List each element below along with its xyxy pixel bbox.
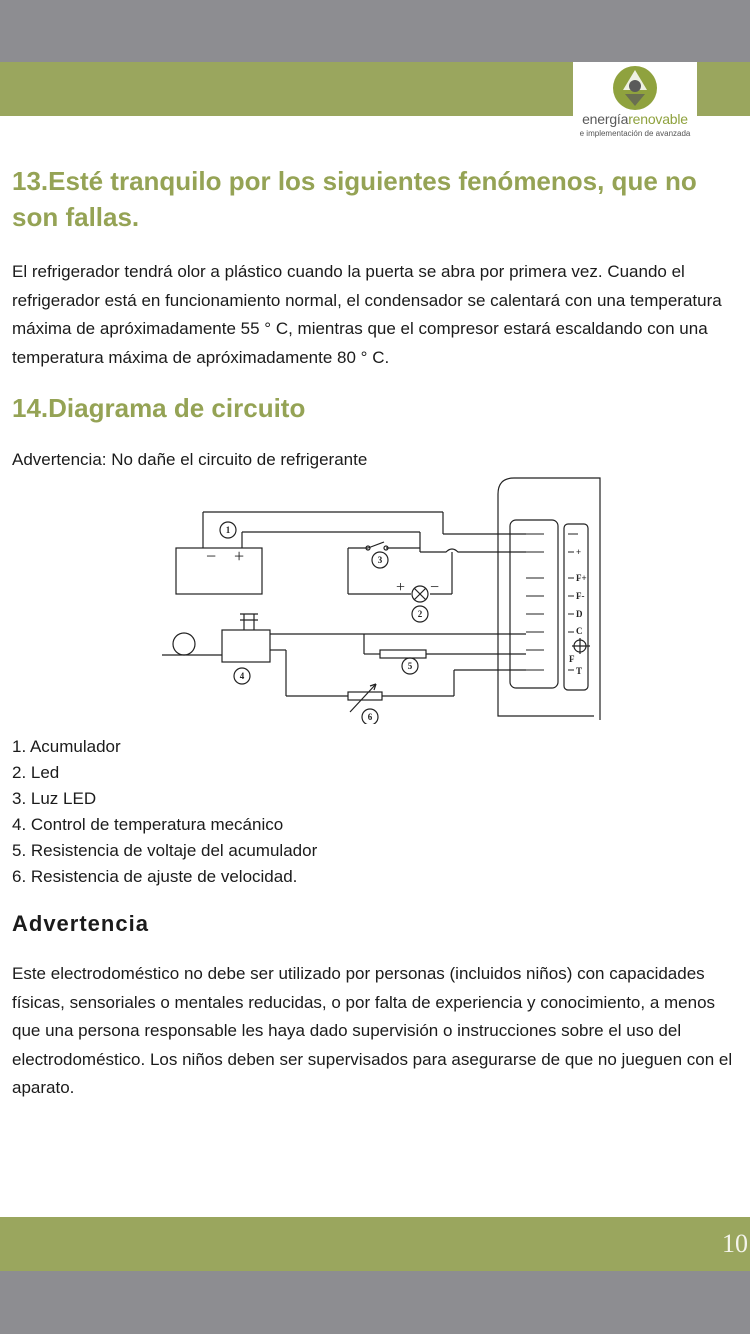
page-number: 10 <box>722 1229 748 1258</box>
marker-2: 2 <box>417 609 423 619</box>
marker-3: 3 <box>377 555 383 565</box>
legend-item: 4. Control de temperatura mecánico <box>12 815 284 834</box>
circuit-diagram <box>158 474 608 724</box>
terminal-plus: + <box>576 547 582 557</box>
control-box-outline <box>498 478 600 720</box>
section-14-title: 14.Diagrama de circuito <box>12 393 306 423</box>
marker-4: 4 <box>239 671 245 681</box>
thermostat <box>222 630 270 662</box>
terminal-f: F <box>569 654 575 664</box>
legend-item: 3. Luz LED <box>12 789 97 808</box>
section-13-body: El refrigerador tendrá olor a plástico cuando la puerta se abra por primera vez. Cuando el refrigerador está en funcionamiento normal, el condensador se calentará con una temperatura máxima de apróximadamente 55 ° C, mientras que el compresor estará escaldando con una temperatura máxima de apróximadamente 80 ° C. <box>12 262 722 367</box>
legend-item: 5. Resistencia de voltaje del acumulador <box>12 841 318 860</box>
legend-item: 2. Led <box>12 763 60 782</box>
component-legend <box>12 734 317 890</box>
led-minus: − <box>430 579 440 596</box>
terminal-d: D <box>576 609 583 619</box>
recycle-logo-icon <box>609 64 661 112</box>
advertencia-body: Este electrodoméstico no debe ser utilizado por personas (incluidos niños) con capacidades físicas, sensoriales o mentales reducidas, o por falta de experiencia y conocimiento, a menos que una persona responsable les haya dado supervisión o instrucciones sobre el uso del electrodoméstico. Los niños deben ser supervisados para asegurarse de que no jueguen con el aparato. <box>12 964 733 1097</box>
battery-plus: + <box>234 546 245 566</box>
legend-item: 6. Resistencia de ajuste de velocidad. <box>12 867 298 886</box>
battery-minus: − <box>206 546 217 566</box>
resistor-5 <box>380 650 426 658</box>
top-bezel <box>0 0 750 62</box>
logo-tagline: e implementación de avanzada <box>579 129 691 138</box>
terminal-c: C <box>576 626 583 636</box>
marker-5: 5 <box>407 661 413 671</box>
marker-1: 1 <box>225 525 231 535</box>
bottom-bezel <box>0 1271 750 1334</box>
terminal-f-plus: F+ <box>576 573 587 583</box>
terminal-f-minus: F- <box>576 591 585 601</box>
terminal-t: T <box>576 666 583 676</box>
battery <box>176 548 262 594</box>
circuit-warning: Advertencia: No dañe el circuito de refrigerante <box>12 450 368 469</box>
section-13-title: 13.Esté tranquilo por los siguientes fenómenos, que no son fallas. <box>12 166 697 232</box>
compressor-symbol <box>173 633 195 655</box>
logo <box>573 62 697 140</box>
marker-6: 6 <box>367 712 373 722</box>
led-plus: + <box>396 579 406 596</box>
logo-wordmark: energíarenovable <box>582 111 688 127</box>
footer-band <box>0 1217 750 1271</box>
control-connector-left <box>510 520 558 688</box>
legend-item: 1. Acumulador <box>12 737 121 756</box>
advertencia-title: Advertencia <box>12 911 149 936</box>
